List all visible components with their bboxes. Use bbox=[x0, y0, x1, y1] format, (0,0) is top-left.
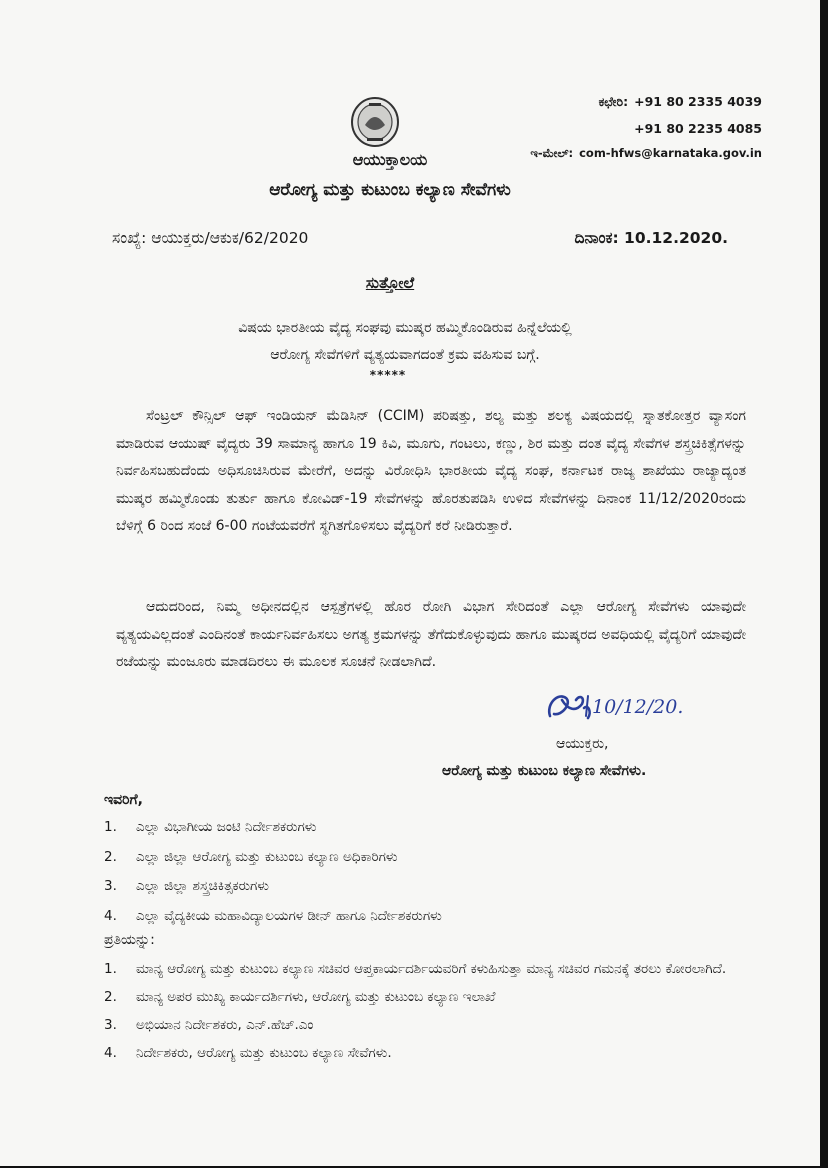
office-phone-1: +91 80 2335 4039 bbox=[634, 94, 762, 109]
list-item-text: ಅಭಿಯಾನ ನಿರ್ದೇಶಕರು, ಎನ್.ಹೆಚ್.ಎಂ bbox=[136, 1017, 314, 1033]
document-date: ದಿನಾಂಕ: 10.12.2020. bbox=[574, 229, 728, 247]
list-item bbox=[104, 1040, 744, 1066]
list-item-text: ಮಾನ್ಯ ಅಪರ ಮುಖ್ಯ ಕಾರ್ಯದರ್ಶಿಗಳು, ಆರೋಗ್ಯ ಮತ್ತು ಕುಟುಂಬ ಕಲ್ಯಾಣ ಇಲಾಖೆ bbox=[136, 989, 496, 1005]
list-item-number: 4. bbox=[104, 907, 117, 924]
government-emblem-icon bbox=[349, 95, 401, 149]
list-item-number: 3. bbox=[104, 1017, 117, 1033]
circular-title: ಸುತ್ತೋಲೆ bbox=[365, 274, 415, 292]
list-item-text: ನಿರ್ದೇಶಕರು, ಆರೋಗ್ಯ ಮತ್ತು ಕುಟುಂಬ ಕಲ್ಯಾಣ ಸೇವೆಗಳು. bbox=[136, 1045, 392, 1061]
list-item bbox=[104, 984, 744, 1010]
list-item-number: 2. bbox=[104, 848, 117, 865]
list-item-text: ಎಲ್ಲಾ ವೈದ್ಯಕೀಯ ಮಹಾವಿದ್ಯಾಲಯಗಳ ಡೀನ್ ಹಾಗೂ ನಿರ್ದೇಶಕರುಗಳು bbox=[136, 907, 442, 924]
list-item bbox=[104, 956, 744, 982]
list-item-number: 3. bbox=[104, 878, 117, 894]
subject bbox=[0, 315, 810, 369]
list-item-number: 1. bbox=[104, 819, 117, 835]
subject-line-2: ಆರೋಗ್ಯ ಸೇವೆಗಳಿಗೆ ವ್ಯತ್ಯಯವಾಗದಂತೆ ಕ್ರಮ ವಹಿಸುವ ಬಗ್ಗೆ. bbox=[270, 347, 540, 363]
office-phone-2: +91 80 2235 4085 bbox=[634, 121, 762, 136]
signature-date: 10/12/20. bbox=[592, 696, 684, 718]
list-item bbox=[104, 814, 744, 840]
list-item bbox=[104, 873, 744, 899]
list-item-text: ಎಲ್ಲಾ ಜಿಲ್ಲಾ ಶಸ್ತ್ರಚಿಕಿತ್ಸಕರುಗಳು bbox=[136, 878, 269, 894]
recipients-list bbox=[104, 814, 744, 932]
list-item-text: ಎಲ್ಲಾ ವಿಭಾಗೀಯ ಜಂಟಿ ನಿರ್ದೇಶಕರುಗಳು bbox=[136, 819, 317, 835]
recipients-label: ಇವರಿಗೆ, bbox=[104, 792, 143, 808]
list-item bbox=[104, 1012, 744, 1038]
list-item bbox=[104, 844, 744, 870]
email-address: com-hfws@karnataka.gov.in bbox=[579, 146, 762, 160]
list-item-number: 1. bbox=[104, 961, 117, 977]
department-name: ಆರೋಗ್ಯ ಮತ್ತು ಕುಟುಂಬ ಕಲ್ಯಾಣ ಸೇವೆಗಳು bbox=[269, 180, 511, 200]
office-phone-label: ಕಛೇರಿ: bbox=[598, 94, 629, 109]
list-item-text: ಎಲ್ಲಾ ಜಿಲ್ಲಾ ಆರೋಗ್ಯ ಮತ್ತು ಕುಟುಂಬ ಕಲ್ಯಾಣ ಅಧಿಕಾರಿಗಳು bbox=[136, 848, 398, 865]
office-phone-line-2 bbox=[634, 121, 762, 136]
signatory-designation: ಆಯುಕ್ತರು, bbox=[556, 736, 609, 752]
separator: ***** bbox=[369, 368, 407, 382]
office-name: ಆಯುಕ್ತಾಲಯ bbox=[352, 150, 428, 169]
office-phone-line bbox=[599, 94, 762, 110]
subject-line-1: ವಿಷಯ ಭಾರತೀಯ ವೈದ್ಯ ಸಂಘವು ಮುಷ್ಕರ ಹಮ್ಮಿಕೊಂಡಿರುವ ಹಿನ್ನೆಲೆಯಲ್ಲಿ bbox=[238, 320, 572, 336]
signatory-department: ಆರೋಗ್ಯ ಮತ್ತು ಕುಟುಂಬ ಕಲ್ಯಾಣ ಸೇವೆಗಳು. bbox=[442, 763, 647, 779]
copies-list bbox=[104, 956, 744, 1068]
email-label: ಇ-ಮೇಲ್: bbox=[530, 146, 574, 160]
copies-label: ಪ್ರತಿಯನ್ನು: bbox=[104, 932, 155, 948]
list-item-text: ಮಾನ್ಯ ಆರೋಗ್ಯ ಮತ್ತು ಕುಟುಂಬ ಕಲ್ಯಾಣ ಸಚಿವರ ಆಪ್ತಕಾರ್ಯದರ್ಶಿಯವರಿಗೆ ಕಳುಹಿಸುತ್ತಾ ಮಾನ್ಯ ಸಚಿವರ ಗಮನಕ್ಕೆ ತರಲು ಕೋರಲಾಗಿದೆ. bbox=[136, 961, 727, 977]
list-item-number: 4. bbox=[104, 1045, 117, 1061]
body-paragraph-1: ಸೆಂಟ್ರಲ್ ಕೌನ್ಸಿಲ್ ಆಫ್ ಇಂಡಿಯನ್ ಮೆಡಿಸಿನ್ (CCIM) ಪರಿಷತ್ತು, ಶಲ್ಯ ಮತ್ತು ಶಲಕ್ಯ ವಿಷಯದಲ್ಲಿ ಸ್ನಾತಕೋತ್ತರ ವ್ಯಾಸಂಗ ಮಾಡಿರುವ ಆಯುಷ್ ವೈದ್ಯರು 39 ಸಾಮಾನ್ಯ ಹಾಗೂ 19 ಕಿವಿ, ಮೂಗು, ಗಂಟಲು, ಕಣ್ಣು, ಶಿರ ಮತ್ತು ದಂತ ವೈದ್ಯ ಸೇವೆಗಳ ಶಸ್ತ್ರಚಿಕಿತ್ಸೆಗಳನ್ನು ನಿರ್ವಹಿಸಬಹುದೆಂದು ಅಧಿಸೂಚಿಸಿರುವ ಮೇರೆಗೆ, ಅದನ್ನು ವಿರೋಧಿಸಿ ಭಾರತೀಯ ವೈದ್ಯ ಸಂಘ, ಕರ್ನಾಟಕ ರಾಜ್ಯ ಶಾಖೆಯು ರಾಜ್ಯಾದ್ಯಂತ ಮುಷ್ಕರ ಹಮ್ಮಿಕೊಂಡು ತುರ್ತು ಹಾಗೂ ಕೋವಿಡ್-19 ಸೇವೆಗಳನ್ನು ಹೊರತುಪಡಿಸಿ ಉಳಿದ ಸೇವೆಗಳನ್ನು ದಿನಾಂಕ 11/12/2020ರಂದು ಬೆಳಿಗ್ಗೆ 6 ರಿಂದ ಸಂಜೆ 6-00 ಗಂಟೆಯವರೆಗೆ ಸ್ಥಗಿತಗೊಳಿಸಲು ವೈದ್ಯರಿಗೆ ಕರೆ ನೀಡಿರುತ್ತಾರೆ. bbox=[116, 408, 746, 534]
body-paragraph-2: ಆದುದರಿಂದ, ನಿಮ್ಮ ಅಧೀನದಲ್ಲಿನ ಆಸ್ಪತ್ರೆಗಳಲ್ಲಿ ಹೊರ ರೋಗಿ ವಿಭಾಗ ಸೇರಿದಂತೆ ಎಲ್ಲಾ ಆರೋಗ್ಯ ಸೇವೆಗಳು ಯಾವುದೇ ವ್ಯತ್ಯಯವಿಲ್ಲದಂತೆ ಎಂದಿನಂತೆ ಕಾರ್ಯನಿರ್ವಹಿಸಲು ಅಗತ್ಯ ಕ್ರಮಗಳನ್ನು ತೆಗೆದುಕೊಳ್ಳುವುದು ಹಾಗೂ ಮುಷ್ಕರದ ಅವಧಿಯಲ್ಲಿ ವೈದ್ಯರಿಗೆ ಯಾವುದೇ ರಜೆಯನ್ನು ಮಂಜೂರು ಮಾಡದಿರಲು ಈ ಮೂಲಕ ಸೂಚನೆ ನೀಡಲಾಗಿದೆ. bbox=[116, 599, 746, 670]
list-item-number: 2. bbox=[104, 989, 117, 1005]
handwritten-signature bbox=[536, 686, 696, 728]
reference-number: ಸಂಖ್ಯೆ: ಆಯುಕ್ತರು/ಆಕುಕ/62/2020 bbox=[112, 229, 309, 247]
list-item bbox=[104, 903, 744, 929]
